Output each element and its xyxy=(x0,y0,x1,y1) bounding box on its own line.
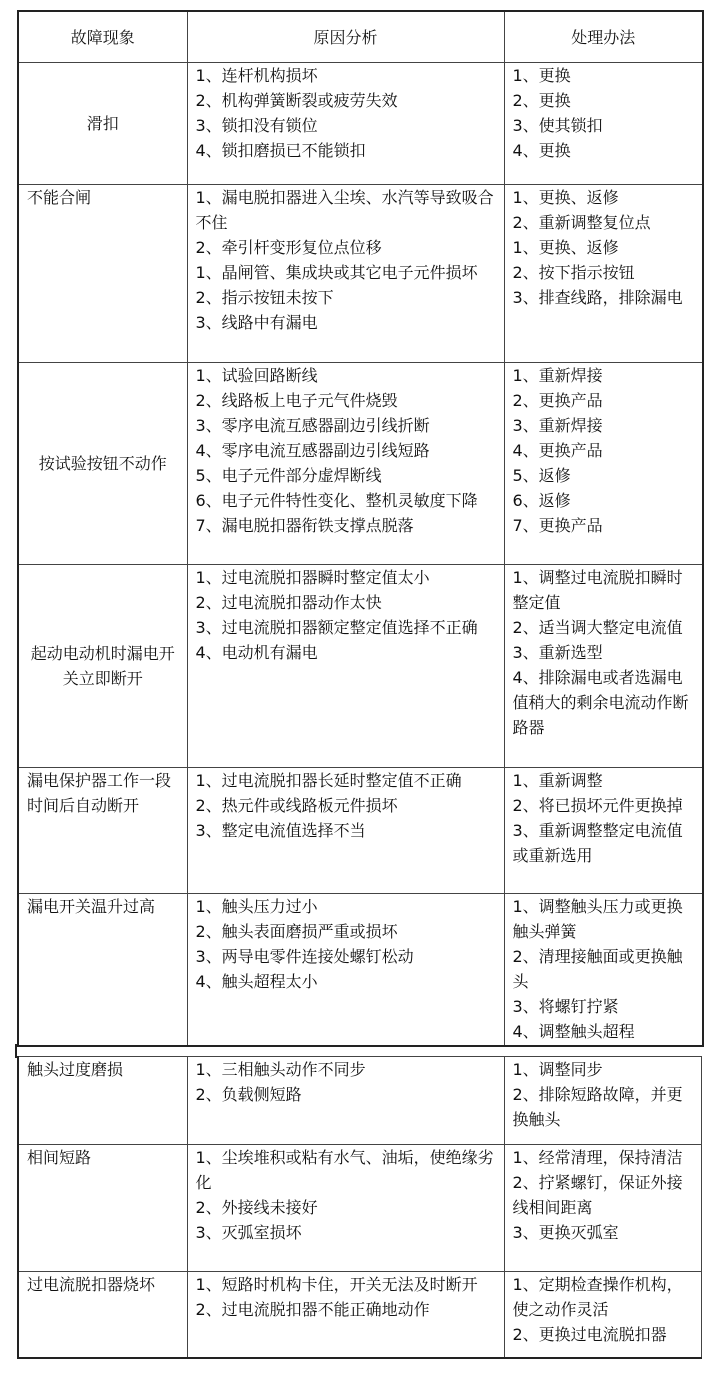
cause-item: 4、触头超程太小 xyxy=(195,972,318,991)
fix-item: 3、重新调整整定电流值或重新选用 xyxy=(512,821,683,865)
fix-item: 4、排除漏电或者选漏电值稍大的剩余电流动作断路器 xyxy=(512,668,689,737)
cause-item: 3、灭弧室损坏 xyxy=(195,1223,302,1242)
table-row xyxy=(18,565,703,768)
header-symptom: 故障现象 xyxy=(18,11,187,63)
cause-item: 1、三相触头动作不同步 xyxy=(195,1060,366,1079)
cause-item: 6、电子元件特性变化、整机灵敏度下降 xyxy=(195,491,478,510)
fix-item: 1、调整同步 xyxy=(512,1060,603,1079)
fix-item: 3、更换灭弧室 xyxy=(512,1223,619,1242)
fix-item: 3、将螺钉拧紧 xyxy=(512,997,619,1016)
cause-item: 2、负载侧短路 xyxy=(195,1085,302,1104)
fix-item: 2、清理接触面或更换触头 xyxy=(512,947,683,991)
symptom-cell: 起动电动机时漏电开关立即断开 xyxy=(18,565,187,768)
cause-item: 2、过电流脱扣器不能正确地动作 xyxy=(195,1300,430,1319)
cause-cell xyxy=(187,894,504,1046)
table-row xyxy=(18,363,703,565)
table-row xyxy=(18,1272,701,1358)
troubleshooting-table-continued xyxy=(17,1056,702,1359)
cause-item: 2、触头表面磨损严重或损坏 xyxy=(195,922,398,941)
cause-item: 2、牵引杆变形复位点位移 xyxy=(195,238,382,257)
cause-item: 2、过电流脱扣器动作太快 xyxy=(195,593,382,612)
fix-item: 1、定期检查操作机构，使之动作灵活 xyxy=(512,1275,683,1319)
fix-cell xyxy=(504,1145,701,1272)
cause-item: 2、指示按钮未按下 xyxy=(195,288,334,307)
fix-cell xyxy=(504,565,703,768)
table-row xyxy=(18,1145,701,1272)
cause-item: 3、整定电流值选择不当 xyxy=(195,821,366,840)
cause-cell xyxy=(187,768,504,894)
fix-item: 1、经常清理，保持清洁 xyxy=(512,1148,683,1167)
cause-cell xyxy=(187,363,504,565)
table-row xyxy=(18,1057,701,1145)
fix-item: 7、更换产品 xyxy=(512,516,603,535)
fix-item: 3、重新选型 xyxy=(512,643,603,662)
symptom-cell: 相间短路 xyxy=(18,1145,187,1272)
cause-item: 1、连杆机构损坏 xyxy=(195,66,318,85)
cause-item: 1、过电流脱扣器瞬时整定值太小 xyxy=(195,568,430,587)
symptom-cell: 过电流脱扣器烧坏 xyxy=(18,1272,187,1358)
fix-item: 2、拧紧螺钉，保证外接线相间距离 xyxy=(512,1173,683,1217)
symptom-cell: 触头过度磨损 xyxy=(18,1057,187,1145)
header-fix: 处理办法 xyxy=(504,11,703,63)
fix-item: 1、更换 xyxy=(512,66,571,85)
fix-item: 2、更换产品 xyxy=(512,391,603,410)
fix-item: 4、更换产品 xyxy=(512,441,603,460)
fix-item: 4、调整触头超程 xyxy=(512,1022,635,1041)
fix-item: 2、按下指示按钮 xyxy=(512,263,635,282)
fix-item: 2、更换过电流脱扣器 xyxy=(512,1325,667,1344)
fix-cell xyxy=(504,363,703,565)
fix-cell xyxy=(504,894,703,1046)
fix-item: 1、调整过电流脱扣瞬时整定值 xyxy=(512,568,683,612)
fix-item: 5、返修 xyxy=(512,466,571,485)
fix-item: 1、重新焊接 xyxy=(512,366,603,385)
fix-item: 1、调整触头压力或更换触头弹簧 xyxy=(512,897,683,941)
cause-item: 1、尘埃堆积或粘有水气、油垢，使绝缘劣化 xyxy=(195,1148,494,1192)
fix-cell xyxy=(504,1272,701,1358)
cause-cell xyxy=(187,1057,504,1145)
cause-item: 2、热元件或线路板元件损坏 xyxy=(195,796,398,815)
fix-item: 2、重新调整复位点 xyxy=(512,213,651,232)
cause-item: 3、线路中有漏电 xyxy=(195,313,318,332)
cause-item: 1、触头压力过小 xyxy=(195,897,318,916)
fix-cell xyxy=(504,63,703,185)
fix-item: 2、适当调大整定电流值 xyxy=(512,618,683,637)
cause-item: 2、线路板上电子元气件烧毁 xyxy=(195,391,398,410)
table-row xyxy=(18,768,703,894)
cause-item: 3、两导电零件连接处螺钉松动 xyxy=(195,947,414,966)
fix-item: 3、排查线路，排除漏电 xyxy=(512,288,683,307)
cause-item: 5、电子元件部分虚焊断线 xyxy=(195,466,382,485)
header-cause: 原因分析 xyxy=(187,11,504,63)
fix-item: 2、将已损坏元件更换掉 xyxy=(512,796,683,815)
cause-item: 1、晶闸管、集成块或其它电子元件损坏 xyxy=(195,263,478,282)
troubleshooting-table xyxy=(17,10,704,1047)
cause-item: 1、短路时机构卡住，开关无法及时断开 xyxy=(195,1275,478,1294)
table-row xyxy=(18,63,703,185)
fix-item: 2、更换 xyxy=(512,91,571,110)
cause-cell xyxy=(187,1145,504,1272)
table-row xyxy=(18,185,703,363)
fix-item: 6、返修 xyxy=(512,491,571,510)
header-row xyxy=(18,11,703,63)
symptom-cell: 按试验按钮不动作 xyxy=(18,363,187,565)
fix-item: 1、更换、返修 xyxy=(512,238,619,257)
fix-item: 4、更换 xyxy=(512,141,571,160)
symptom-cell: 滑扣 xyxy=(18,63,187,185)
cause-item: 3、零序电流互感器副边引线折断 xyxy=(195,416,430,435)
cause-item: 2、机构弹簧断裂或疲劳失效 xyxy=(195,91,398,110)
fix-cell xyxy=(504,768,703,894)
fix-item: 1、更换、返修 xyxy=(512,188,619,207)
cause-item: 3、锁扣没有锁位 xyxy=(195,116,318,135)
cause-item: 4、锁扣磨损已不能锁扣 xyxy=(195,141,366,160)
cause-item: 1、漏电脱扣器进入尘埃、水汽等导致吸合不住 xyxy=(195,188,494,232)
cause-cell xyxy=(187,63,504,185)
symptom-cell: 漏电开关温升过高 xyxy=(18,894,187,1046)
cause-cell xyxy=(187,565,504,768)
symptom-cell: 不能合闸 xyxy=(18,185,187,363)
cause-item: 2、外接线未接好 xyxy=(195,1198,318,1217)
fix-item: 3、使其锁扣 xyxy=(512,116,603,135)
symptom-cell: 漏电保护器工作一段时间后自动断开 xyxy=(18,768,187,894)
cause-item: 4、零序电流互感器副边引线短路 xyxy=(195,441,430,460)
cause-cell xyxy=(187,185,504,363)
cause-item: 7、漏电脱扣器衔铁支撑点脱落 xyxy=(195,516,414,535)
fix-cell xyxy=(504,185,703,363)
table-row xyxy=(18,894,703,1046)
cause-item: 3、过电流脱扣器额定整定值选择不正确 xyxy=(195,618,478,637)
fix-item: 3、重新焊接 xyxy=(512,416,603,435)
fix-item: 2、排除短路故障，并更换触头 xyxy=(512,1085,683,1129)
cause-item: 4、电动机有漏电 xyxy=(195,643,318,662)
cause-item: 1、过电流脱扣器长延时整定值不正确 xyxy=(195,771,462,790)
fix-item: 1、重新调整 xyxy=(512,771,603,790)
cause-item: 1、试验回路断线 xyxy=(195,366,318,385)
cause-cell xyxy=(187,1272,504,1358)
fix-cell xyxy=(504,1057,701,1145)
